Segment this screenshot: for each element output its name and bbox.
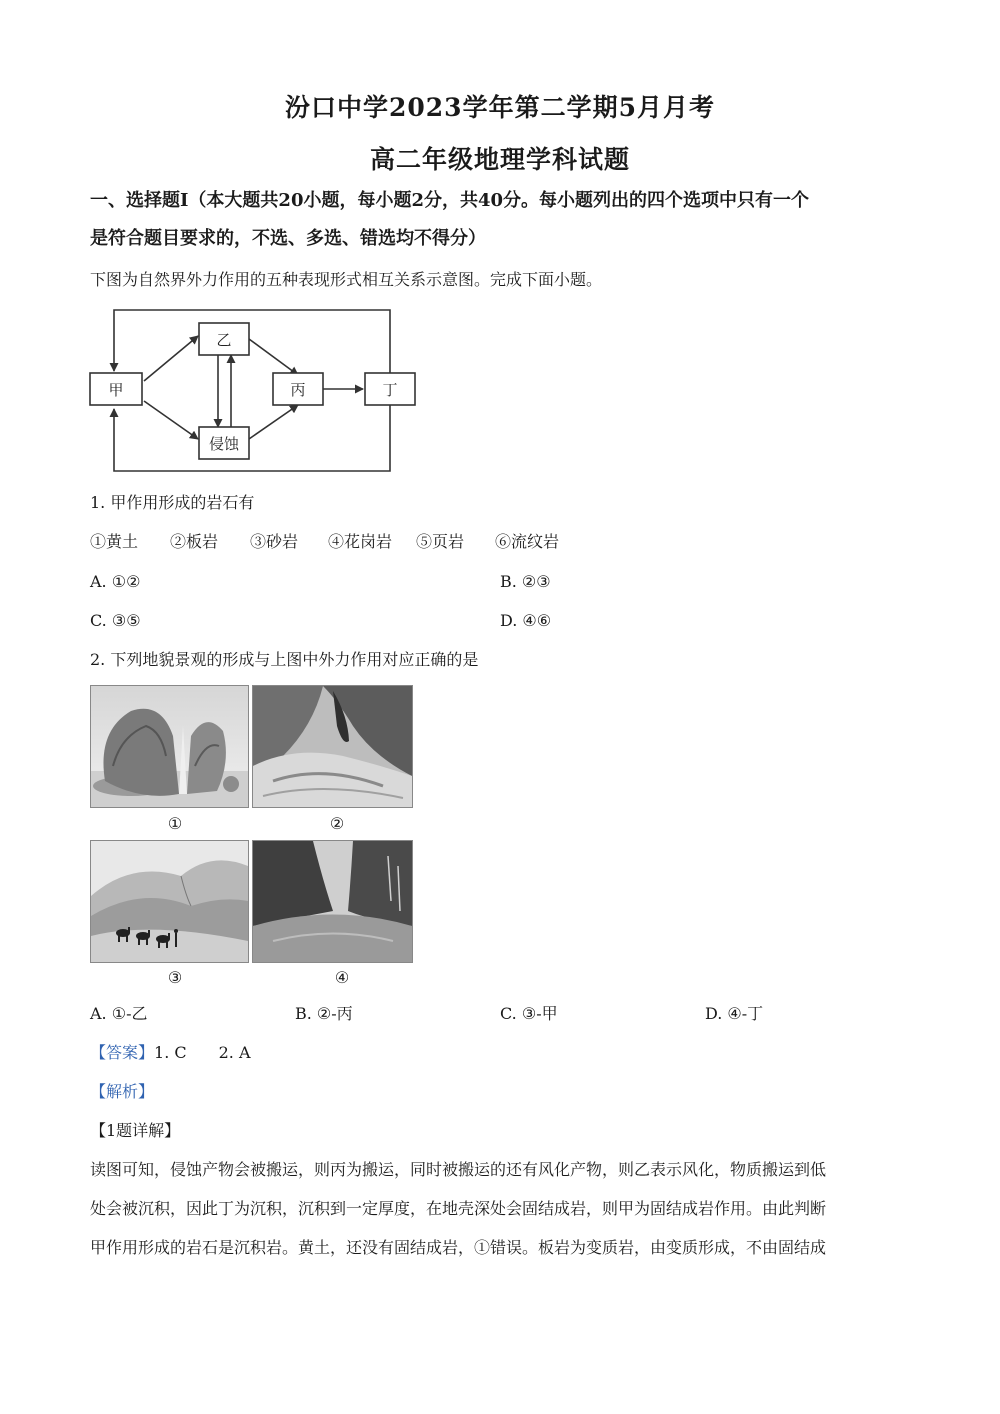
analysis-label: 【解析】: [90, 1082, 155, 1101]
section-heading: [90, 182, 920, 258]
detail-paragraph: [90, 1150, 910, 1267]
node-jia-label: 甲: [108, 382, 124, 399]
arrow-ding-to-jia-bottom: [114, 405, 390, 471]
detail-line-2: 处会被沉积，因此丁为沉积，沉积到一定厚度，在地壳深处会固结成岩，则甲为固结成岩作用。由此判断: [90, 1199, 827, 1218]
answer-text: 1. C 2. A: [154, 1043, 251, 1062]
exam-subtitle: 高二年级地理学科试题: [369, 145, 630, 174]
node-ding-label: 丁: [382, 382, 398, 399]
q1-item-4: ④花岗岩: [328, 532, 393, 551]
photo-1-caption: ①: [167, 814, 183, 833]
question-intro: 下图为自然界外力作用的五种表现形式相互关系示意图。完成下面小题。: [90, 270, 603, 289]
q1-option-b[interactable]: B. ②③: [500, 572, 551, 591]
q1-option-c[interactable]: C. ③⑤: [90, 611, 141, 630]
answer-label: 【答案】: [90, 1043, 155, 1062]
answer-line: [90, 1042, 251, 1064]
detail-line-3: 甲作用形成的岩石是沉积岩。黄土，还没有固结成岩，①错误。板岩为变质岩，由变质形成，不由固结成: [90, 1238, 827, 1257]
q2-option-b[interactable]: B. ②-丙: [295, 1004, 353, 1023]
q1-item-5: ⑤页岩: [416, 532, 465, 551]
photo-1-split-rock: [90, 685, 249, 808]
q1-option-d[interactable]: D. ④⑥: [500, 611, 552, 630]
node-yi-label: 乙: [216, 332, 232, 349]
arrow-yi-to-bing: [249, 339, 298, 375]
q1-option-a[interactable]: A. ①②: [90, 572, 141, 591]
photo-4-caption: ④: [334, 968, 350, 987]
exam-title: 汾口中学2023学年第二学期5月月考: [285, 93, 715, 122]
q2-option-d[interactable]: D. ④-丁: [705, 1004, 764, 1023]
external-force-diagram: [86, 303, 421, 478]
detail-line-1: 读图可知，侵蚀产物会被搬运，则丙为搬运，同时被搬运的还有风化产物，则乙表示风化，物质搬运到低: [90, 1160, 827, 1179]
photo-4-fjord: [252, 840, 413, 963]
arrow-jia-to-yi: [144, 336, 198, 381]
detail-label: 【1题详解】: [90, 1121, 181, 1140]
node-bing-label: 丙: [290, 382, 306, 399]
photo-2-caption: ②: [329, 814, 345, 833]
q2-option-a[interactable]: A. ①-乙: [90, 1004, 148, 1023]
q1-item-1: ①黄土: [90, 532, 139, 551]
node-qinshi-label: 侵蚀: [208, 436, 240, 453]
arrow-qinshi-to-bing: [249, 405, 298, 439]
q1-item-3: ③砂岩: [250, 532, 299, 551]
photo-3-caption: ③: [167, 968, 183, 987]
section-heading-line-1: 一、选择题I（本大题共20小题，每小题2分，共40分。每小题列出的四个选项中只有一个: [90, 190, 810, 211]
q1-stem: 1. 甲作用形成的岩石有: [90, 493, 255, 512]
q1-item-6: ⑥流纹岩: [495, 532, 560, 551]
arrow-jia-to-qinshi: [144, 401, 198, 439]
section-heading-line-2: 是符合题目要求的，不选、多选、错选均不得分）: [90, 228, 486, 249]
photo-2-glacier-valley: [252, 685, 413, 808]
photo-3-desert-dunes: [90, 840, 249, 963]
q1-item-2: ②板岩: [170, 532, 219, 551]
q2-stem: 2. 下列地貌景观的形成与上图中外力作用对应正确的是: [90, 650, 479, 669]
q2-option-c[interactable]: C. ③-甲: [500, 1004, 558, 1023]
